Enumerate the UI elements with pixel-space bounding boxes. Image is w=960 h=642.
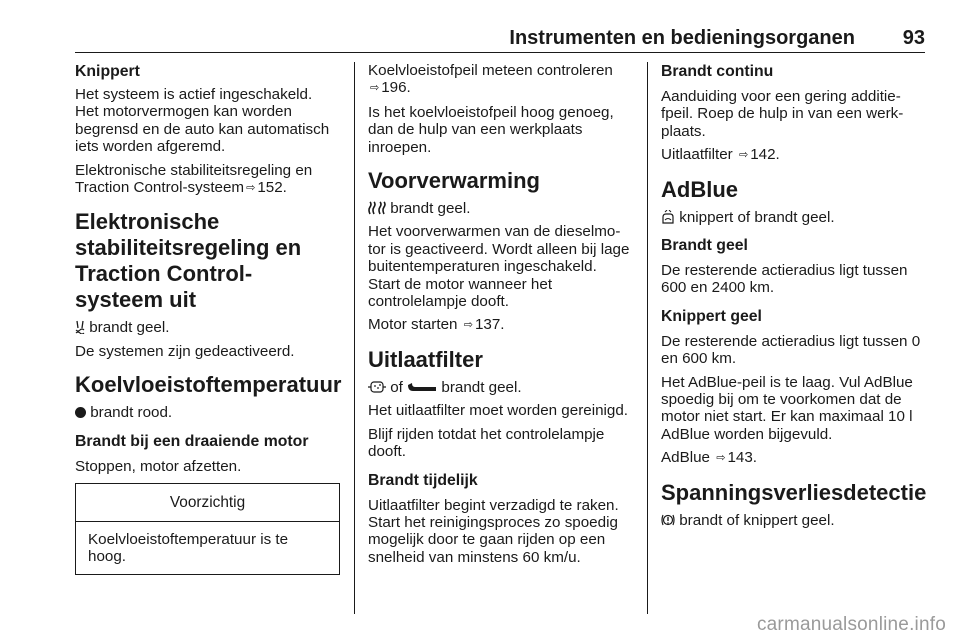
adblue-icon — [661, 210, 675, 224]
paragraph: Uitlaatfilter begint verzadigd te raken. Start het reinigingsproces zo spoedig mogelijk door te gaan rijden op een snelheid van minstens 60 km/u. — [368, 496, 619, 566]
paragraph: De resterende actieradius ligt tussen 600 en 2400 km. — [661, 262, 908, 297]
page-header — [75, 27, 925, 53]
paragraph: AdBlue ⇨ 143. — [661, 449, 757, 467]
paragraph: Stoppen, motor afzetten. — [75, 457, 242, 475]
column-middle — [368, 62, 633, 572]
heading-coolant: Koelvloeistoftemperatuur — [75, 372, 342, 398]
reference-arrow-icon: ⇨ — [370, 82, 380, 95]
exhaust-filter-icon — [368, 380, 386, 394]
paragraph: Koelvloeistofpeil meteen controleren ⇨ 196. — [368, 62, 613, 97]
heading-knippert: Knippert — [75, 63, 140, 80]
paragraph: brandt of knippert geel. — [661, 512, 927, 529]
paragraph: Het systeem is actief ingeschakeld. Het motorvermogen kan worden begrensd en de auto kan automatisch iets worden afgeremd. — [75, 86, 330, 156]
heading-temporary: Brandt tijdelijk — [368, 471, 478, 489]
column-right — [661, 62, 927, 535]
reference-arrow-icon: ⇨ — [716, 452, 726, 465]
paragraph: Elektronische stabiliteitsregeling en Traction Control-systeem ⇨ 152. — [75, 161, 313, 197]
paragraph: Motor starten ⇨ 137. — [368, 316, 505, 334]
caution-box — [75, 483, 340, 575]
paragraph: Het AdBlue-peil is te laag. Vul AdBlue spoedig bij om te voorkomen dat de motor niet start. Er kan maximaal 10 l AdBlue worden bijgevuld. — [661, 373, 913, 443]
coolant-indicator-icon — [75, 407, 86, 418]
heading-preheat: Voorverwarming — [368, 168, 540, 194]
paragraph: De systemen zijn gedeactiveerd. — [75, 342, 295, 360]
heading-filter: Uitlaatfilter — [368, 346, 483, 372]
heading-continuous: Brandt continu — [661, 63, 774, 80]
heading-running: Brandt bij een draaiende motor — [75, 432, 309, 450]
paragraph: brandt rood. — [75, 404, 340, 421]
paragraph: Blijf rijden totdat het controlelampje dooft. — [368, 425, 605, 461]
paragraph: Het uitlaatfilter moet worden gereinigd. — [368, 402, 629, 420]
caution-body: Koelvloeistoftemperatuur is te hoog. — [88, 531, 289, 566]
paragraph: brandt geel. — [368, 200, 633, 217]
exhaust-pipe-icon — [407, 381, 437, 393]
watermark: carmanualsonline.info — [756, 614, 946, 635]
column-divider — [354, 62, 355, 614]
paragraph: of brandt geel. — [368, 379, 633, 396]
heading-esc-off: Elektronische stabiliteitsregeling en Traction Control-systeem uit — [75, 209, 302, 313]
glow-plug-icon — [368, 201, 386, 215]
paragraph: Het voorverwarmen van de dieselmotor is geactiveerd. Wordt alleen bij lage buitentemperaturen ingeschakeld. Start de motor wanneer het controlelampje dooft. — [368, 223, 630, 311]
voltage-loss-icon — [661, 513, 675, 527]
reference-arrow-icon: ⇨ — [463, 319, 473, 332]
column-left — [75, 62, 340, 575]
reference-arrow-icon: ⇨ — [246, 182, 256, 195]
caution-title: Voorzichtig — [76, 484, 339, 522]
heading-voltage: Spanningsverliesdetectie — [661, 479, 927, 505]
heading-yellow: Brandt geel — [661, 237, 748, 255]
heading-adblue: AdBlue — [661, 176, 738, 202]
column-divider — [647, 62, 648, 614]
paragraph: Aanduiding voor een gering additiefpeil. Roep de hulp in van een werkplaats. — [661, 88, 904, 140]
paragraph: Is het koelvloeistofpeil hoog genoeg, dan de hulp van een werkplaats inroepen. — [368, 103, 614, 156]
paragraph: Uitlaatfilter ⇨ 142. — [661, 146, 780, 164]
header-title: Instrumenten en bedieningsorganen — [509, 27, 855, 49]
page-number: 93 — [902, 27, 925, 49]
heading-blink-yellow: Knippert geel — [661, 307, 762, 325]
paragraph: brandt geel. — [75, 319, 340, 336]
esc-off-icon — [75, 320, 85, 334]
paragraph: knippert of brandt geel. — [661, 209, 927, 226]
reference-arrow-icon: ⇨ — [738, 149, 749, 162]
paragraph: De resterende actieradius ligt tussen 0 en 600 km. — [661, 332, 921, 368]
